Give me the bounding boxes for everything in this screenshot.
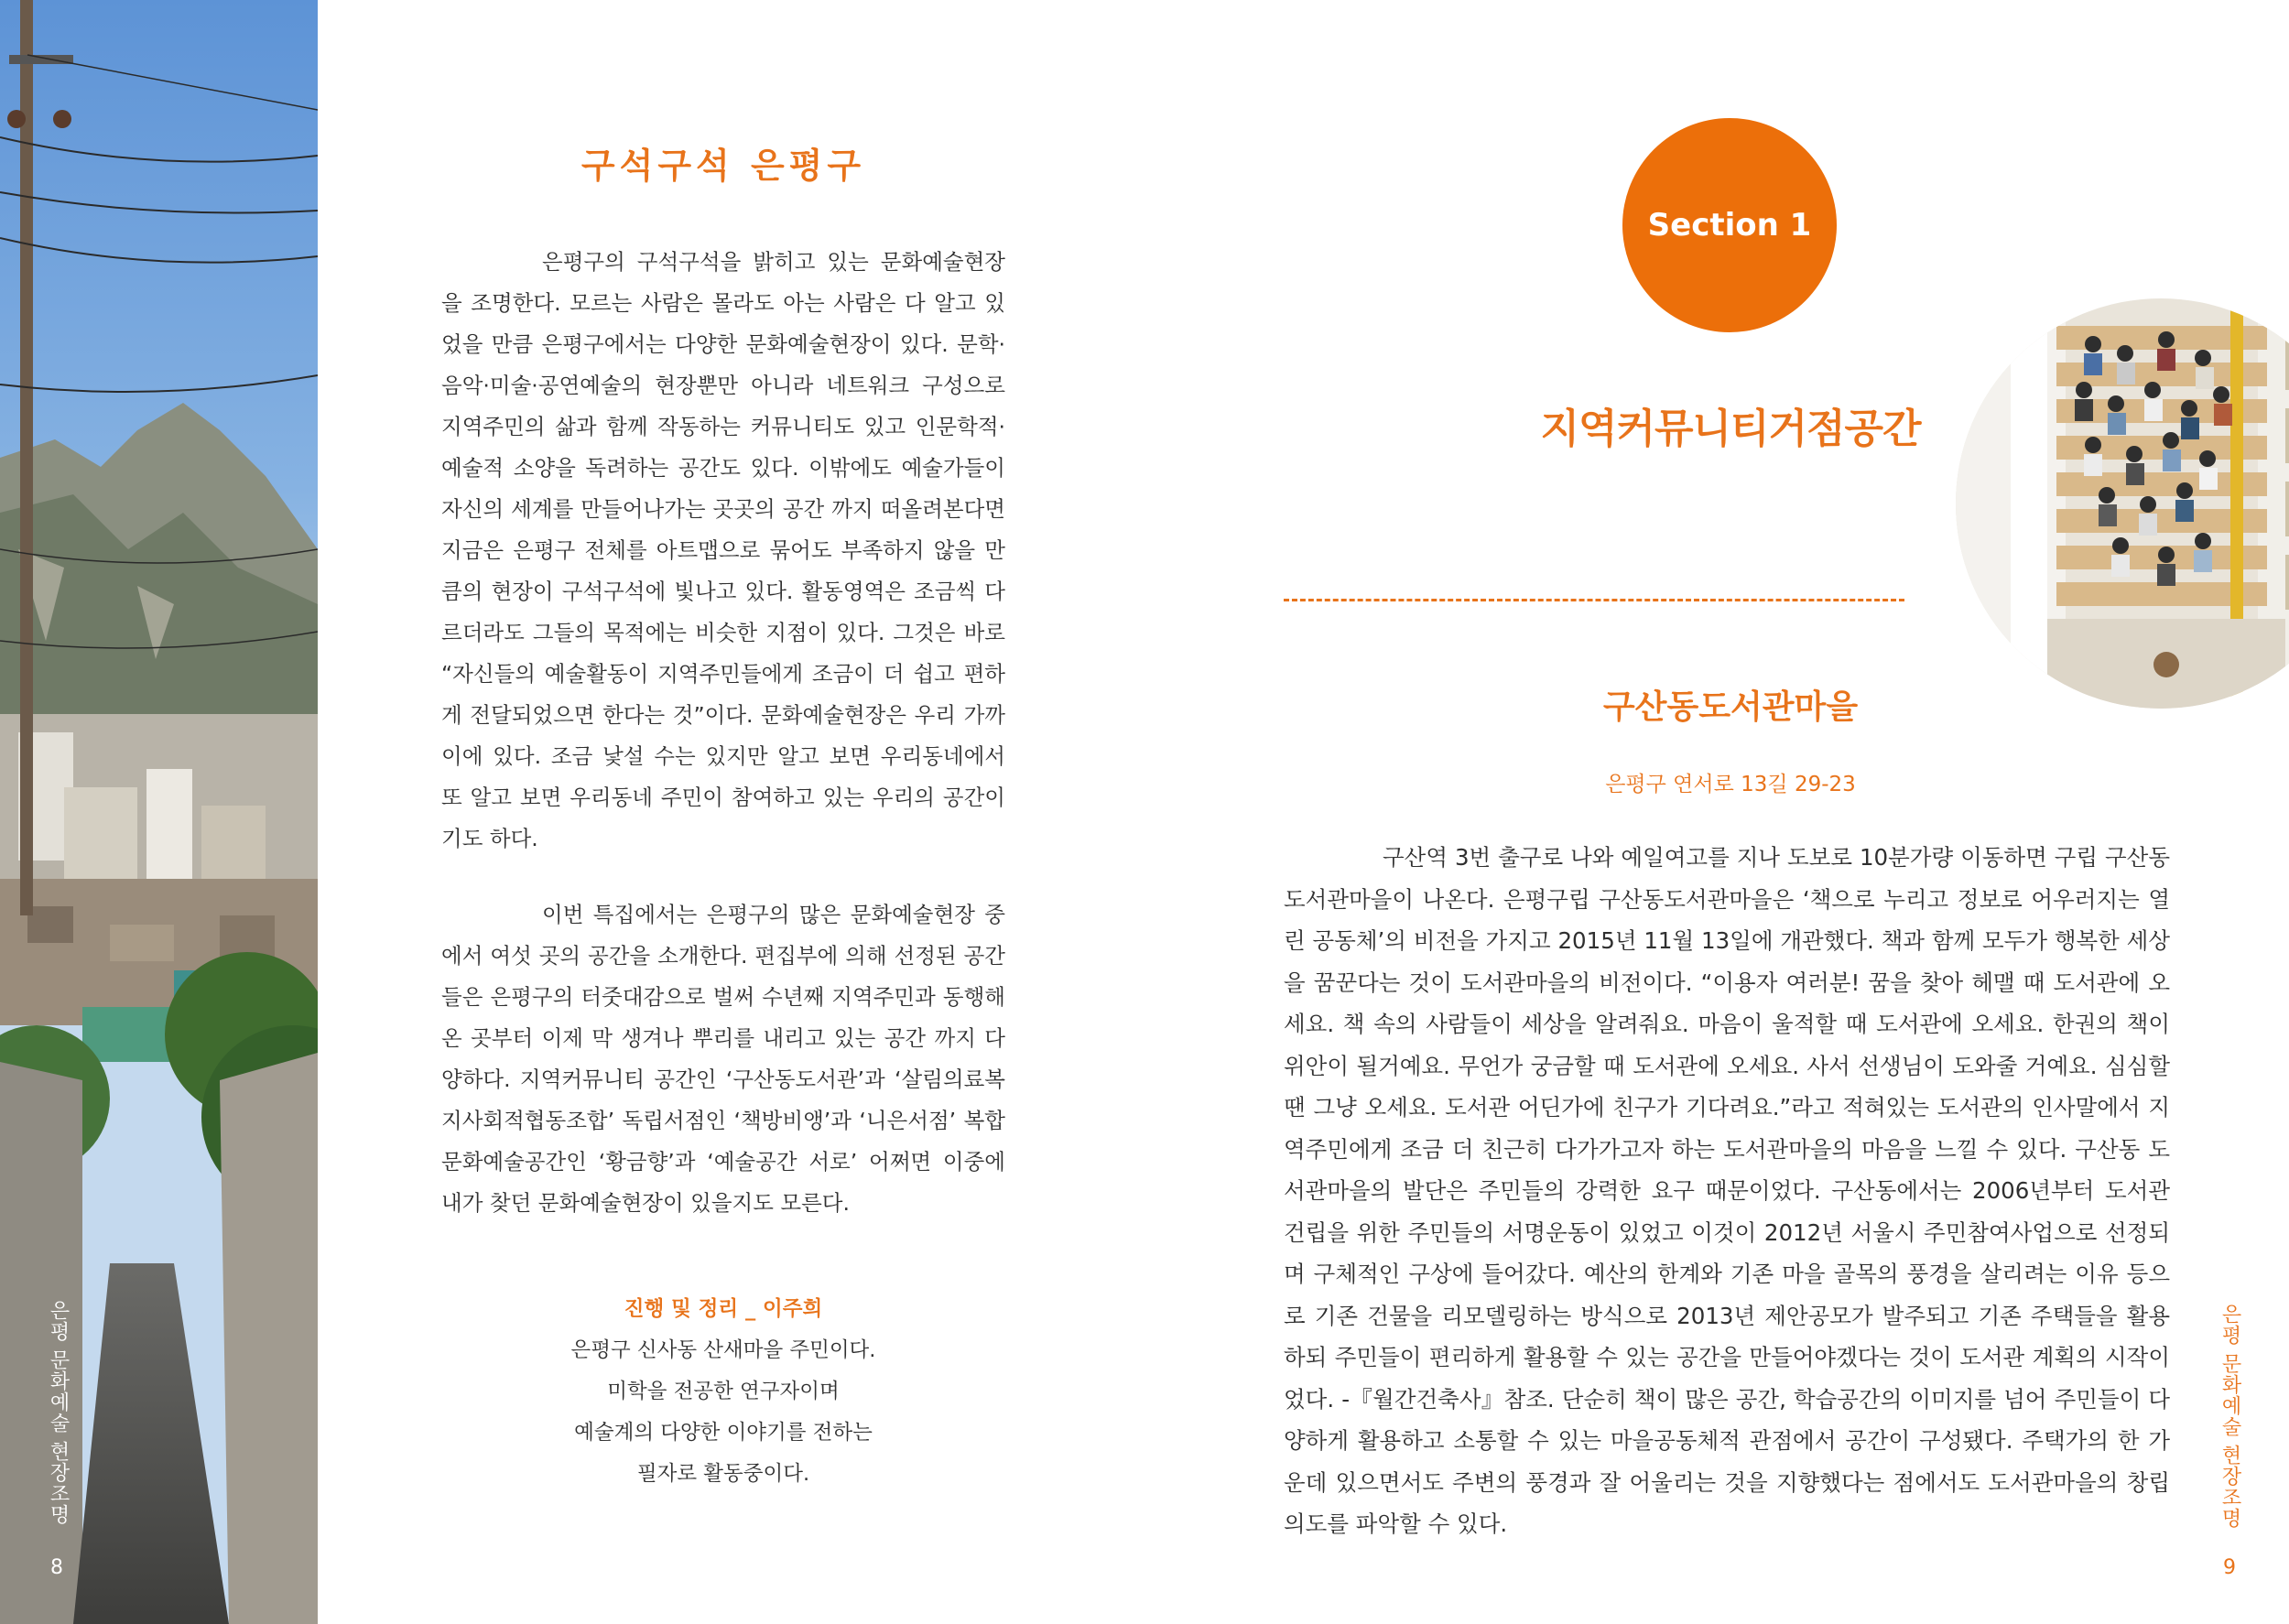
place-name: 구산동도서관마을	[1602, 688, 1859, 726]
credit-line: 은평구 신사동 산새마을 주민이다.	[570, 1338, 876, 1362]
place-address: 은평구 연서로 13길 29-23	[1605, 773, 1856, 796]
running-head-right: 은평 문화예술 현장조명	[2218, 1304, 2241, 1529]
page-number-left: 8	[50, 1556, 63, 1579]
library-interior-photo	[1956, 298, 2289, 709]
neighborhood-photo	[0, 0, 318, 1624]
intro-paragraph-1: 은평구의 구석구석을 밝히고 있는 문화예술현장을 조명한다. 모르는 사람은 몰라도 아는 사람은 다 알고 있었을 만큼 은평구에서는 다양한 문화예술현장이 있다. 문학·음악·미술·공연예술의 현장뿐만 아니라 네트워크 구성으로 지역주민의 삶과 함께 작동하는 커뮤니티도 있고 인문학적·예술적 소양을 독려하는 공간도 있다. 이밖에도 예술가들이 자신의 세계를 만들어나가는 곳곳의 공간 까지 떠올려본다면 지금은 은평구 전체를 아트맵으로 묶어도 부족하지 않을 만큼의 현장이 구석구석에 빛나고 있다. 활동영역은 조금씩 다르더라도 그들의 목적에는 비슷한 지점이 있다. 그것은 바로 “자신들의 예술활동이 지역주민들에게 조금이 더 쉽고 편하게 전달되었으면 한다는 것”이다. 문화예술현장은 우리 가까이에 있다. 조금 낯설 수는 있지만 알고 보면 우리동네에서 또 알고 보면 우리동네 주민이 참여하고 있는 우리의 공간이기도 하다.	[441, 249, 1005, 851]
intro-paragraph-2: 이번 특집에서는 은평구의 많은 문화예술현장 중에서 여섯 곳의 공간을 소개한다. 편집부에 의해 선정된 공간들은 은평구의 터줏대감으로 벌써 수년째 지역주민과 동행해온 곳부터 이제 막 생겨나 뿌리를 내리고 있는 공간 까지 다양하다. 지역커뮤니티 공간인 ‘구산동도서관’과 ‘살림의료복지사회적협동조합’ 독립서점인 ‘책방비앵’과 ‘니은서점’ 복합문화예술공간인 ‘황금향’과 ‘예술공간 서로’ 어쩌면 이중에 내가 찾던 문화예술현장이 있을지도 모른다.	[441, 902, 1005, 1216]
credit-heading: 진행 및 정리 _ 이주희	[624, 1297, 823, 1321]
left-page-title: 구석구석 은평구	[580, 146, 866, 186]
credit-line: 예술계의 다양한 이야기를 전하는	[574, 1421, 873, 1445]
place-description: 구산역 3번 출구로 나와 예일여고를 지나 도보로 10분가량 이동하면 구립 구산동도서관마을이 나온다. 은평구립 구산동도서관마을은 ‘책으로 누리고 정보로 어우러지는 열린 공동체’의 비전을 가지고 2015년 11월 13일에 개관했다. 책과 함께 모두가 행복한 세상을 꿈꾼다는 것이 도서관마을의 비전이다. “이용자 여러분! 꿈을 찾아 헤맬 때 도서관에 오세요. 책 속의 사람들이 세상을 알려줘요. 마음이 울적할 때 도서관에 오세요. 한권의 책이 위안이 될거예요. 무언가 궁금할 때 도서관에 오세요. 사서 선생님이 도와줄 거예요. 심심할 땐 그냥 오세요. 도서관 어딘가에 친구가 기다려요.”라고 적혀있는 도서관의 인사말에서 지역주민에게 조금 더 친근히 다가가고자 하는 도서관마을의 마음을 느낄 수 있다. 구산동 도서관마을의 발단은 주민들의 강력한 요구 때문이었다. 구산동에서는 2006년부터 도서관 건립을 위한 주민들의 서명운동이 있었고 이것이 2012년 서울시 주민참여사업으로 선정되며 구체적인 구상에 들어갔다. 예산의 한계와 기존 마을 골목의 풍경을 살리려는 이유 등으로 기존 건물을 리모델링하는 방식으로 2013년 제안공모가 발주되고 기존 주택들을 활용하되 주민들이 편리하게 활용할 수 있는 공간을 만들어야겠다는 것이 도서관 계획의 시작이었다. -『월간건축사』참조. 단순히 책이 많은 공간, 학습공간의 이미지를 넘어 주민들이 다양하게 활용하고 소통할 수 있는 마을공동체적 관점에서 공간이 구성됐다. 주택가의 한 가운데 있으면서도 주변의 풍경과 잘 어울리는 것을 지향했다는 점에서도 도서관마을의 창립 의도를 파악할 수 있다.	[1284, 844, 2170, 1537]
dashed-divider	[1284, 599, 1904, 601]
section-badge	[1622, 118, 1837, 332]
credit-line: 미학을 전공한 연구자이며	[607, 1380, 840, 1403]
running-head-left: 은평 문화예술 현장조명	[47, 1300, 70, 1525]
page-number-right: 9	[2223, 1556, 2236, 1579]
section-label: Section 1	[1647, 207, 1812, 244]
section-title: 지역커뮤니티거점공간	[1540, 406, 1921, 452]
credit-line: 필자로 활동중이다.	[636, 1462, 810, 1486]
